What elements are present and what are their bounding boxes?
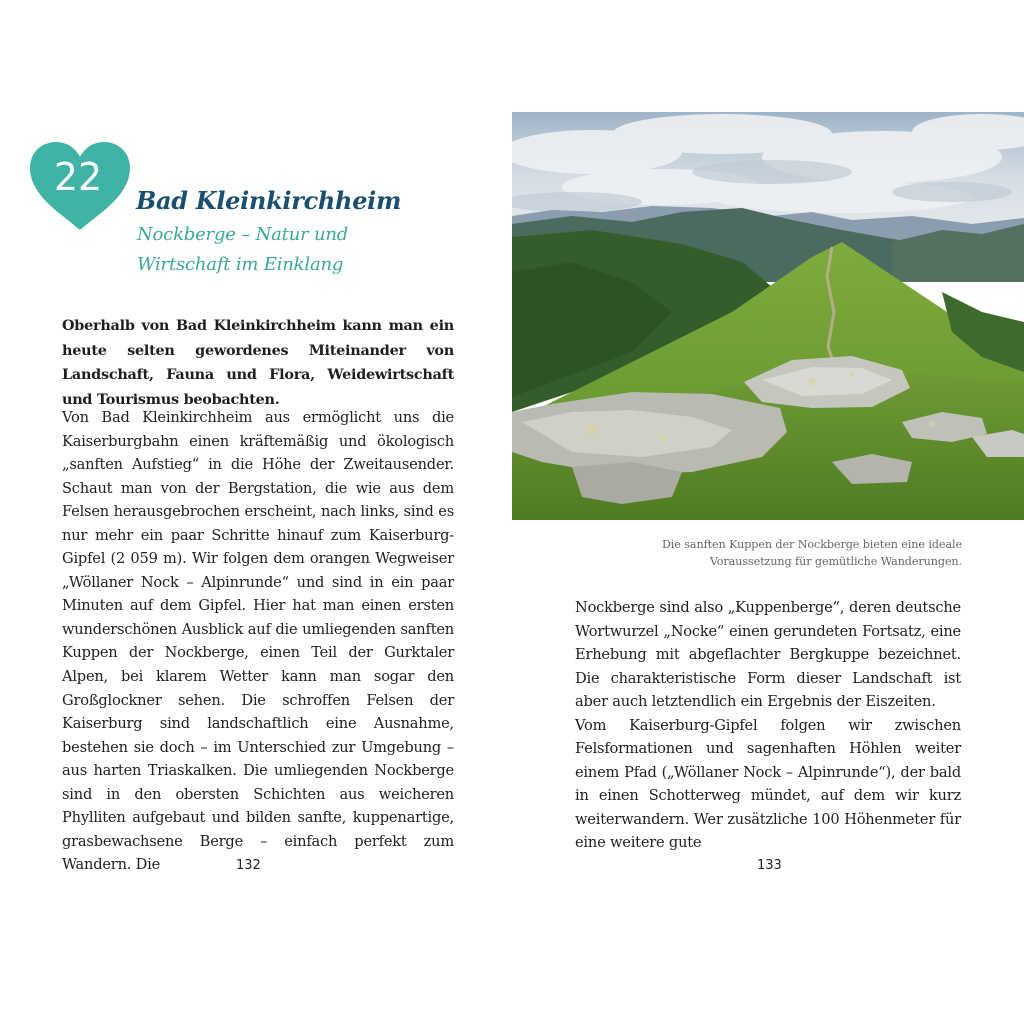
landscape-photo [512, 112, 1024, 520]
body-text-right [575, 596, 961, 855]
chapter-number: 22 [53, 155, 103, 199]
right-page [512, 0, 1024, 1024]
lead-paragraph: Oberhalb von Bad Kleinkirchheim kann man ein heute selten gewordenes Miteinander von Landschaft, Fauna und Flora, Weidewirtschaft und Tourismus beobachten. [62, 317, 454, 408]
page-number-right: 133 [757, 858, 782, 873]
body-paragraph: Nockberge sind also „Kuppenberge“, deren deutsche Wortwurzel „Nocke“ einen gerundeten Fortsatz, eine Erhebung mit abgeflachter Bergkuppe bezeichnet. Die charakteristische Form dieser Landschaft ist aber auch letztendlich ein Ergebnis der Eiszeiten. [575, 599, 961, 711]
page-number-left: 132 [236, 858, 261, 873]
chapter-heart-badge [28, 140, 132, 232]
body-text-left: Von Bad Kleinkirchheim aus ermöglicht uns die Kaiserburgbahn einen kräftemäßig und ökologisch „sanften Aufstieg“ in die Höhe der Zweitausender. Schaut man von der Bergstation, die wie aus dem Felsen herausgebrochen erscheint, nach links, sind es nur mehr ein paar Schritte hinauf zum Kaiserburg-Gipfel (2 059 m). Wir folgen dem orangen Wegweiser „Wöllaner Nock – Alpinrunde“ und sind in ein paar Minuten auf dem Gipfel. Hier hat man einen ersten wunderschönen Ausblick auf die umliegenden sanften Kuppen der Nockberge, einen Teil der Gurktaler Alpen, bei klarem Wetter kann man sogar den Großglockner sehen. Die schroffen Felsen der Kaiserburg sind landschaftlich eine Ausnahme, bestehen sie doch – im Unterschied zur Umgebung – aus harten Triaskalken. Die umliegenden Nockberge sind in den obersten Schichten aus weicheren Phylliten aufgebaut und bilden sanfte, kuppenartige, grasbewachsene Berge – einfach perfekt zum Wandern. Die [62, 409, 454, 874]
photo-caption: Die sanften Kuppen der Nockberge bieten eine ideale Voraussetzung für gemütliche Wanderungen. [661, 538, 962, 568]
chapter-subtitle: Nockberge – Natur und Wirtschaft im Einklang [137, 224, 349, 275]
chapter-title: Bad Kleinkirchheim [136, 186, 402, 215]
body-paragraph: Vom Kaiserburg-Gipfel folgen wir zwischen Felsformationen und sagenhaften Höhlen weiter einem Pfad („Wöllaner Nock – Alpinrunde“), der bald in einen Schotterweg mündet, auf dem wir kurz weiterwandern. Wer zusätzliche 100 Höhenmeter für eine weitere gute [575, 716, 961, 852]
